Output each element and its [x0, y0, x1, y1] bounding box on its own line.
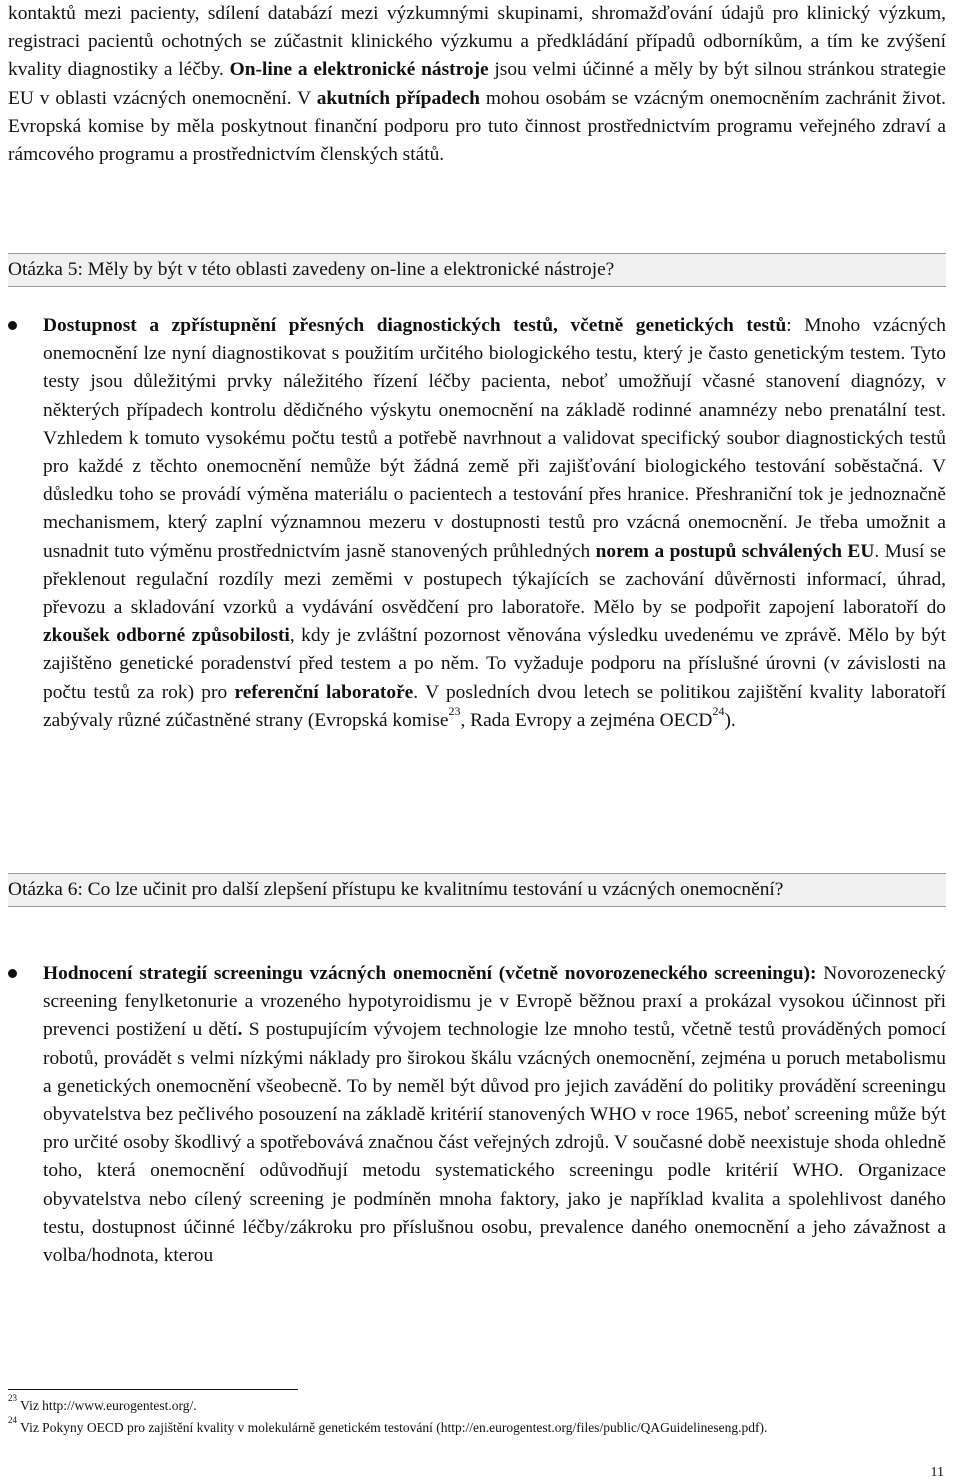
- footnotes: [8, 1392, 946, 1439]
- bullet2-bold-period: .: [237, 1019, 243, 1041]
- bullet-diagnostic-tests: [8, 312, 946, 735]
- intro-text-1: kontaktů mezi pacienty, sdílení databází mezi výzkumnými skupinami, shromažďování údajů pro klinický výzkum, registraci pacientů ochotných se zúčastnit klinického výzkumu a předkládání případů odborníkům, a tím ke zvýšení kvality diagnostiky a léčby.: [8, 3, 946, 81]
- footnote-23: [8, 1392, 946, 1417]
- footnote-text[interactable]: Viz http://www.eurogentest.org/.: [17, 1398, 197, 1413]
- bullet1-heading: Dostupnost a zpřístupnění přesných diagnostických testů, včetně genetických testů: [43, 315, 787, 336]
- page-number: 11: [930, 1465, 944, 1480]
- bullet1-bold-proficiency: zkoušek odborné způsobilosti: [43, 625, 290, 647]
- bullet2-heading: Hodnocení strategií screeningu vzácných onemocnění (včetně novorozeneckého screeningu):: [43, 963, 817, 984]
- footnote-separator: [8, 1389, 298, 1390]
- bullet1-text-6: ).: [724, 709, 736, 731]
- intro-text-3: mohou osobám se vzácným onemocněním zachránit život. Evropská komise by měla poskytnout finanční podporu pro tuto činnost prostřednictvím programu veřejného zdraví a rámcového programu a prostřednictvím členských států.: [8, 87, 947, 166]
- bullet1-text-3: , kdy je zvláštní pozornost věnována výsledku uvedenému ve zprávě. Mělo by být zajištěno genetické poradenství před testem a po něm. To vyžaduje podporu na příslušné úrovni (v závislosti na počtu testů za rok) pro: [43, 625, 946, 703]
- question-5-text: Otázka 5: Měly by být v této oblasti zavedeny on-line a elektronické nástroje?: [8, 259, 615, 280]
- bullet-diagnostic-tests-text: [43, 312, 946, 735]
- question-6-text: Otázka 6: Co lze učinit pro další zlepšení přístupu ke kvalitnímu testování u vzácných onemocnění?: [8, 879, 784, 900]
- bullet1-text-5: , Rada Evropy a zejména OECD: [460, 709, 713, 731]
- bullet1-text-2: . Musí se překlenout regulační rozdíly mezi zeměmi v postupech týkajících se zachování důvěrnosti informací, úhrad, převozu a skladování vzorků a vydávání osvědčení pro laboratoře. Mělo by se podpořit zapojení laboratoří do: [43, 540, 946, 619]
- intro-bold-online-tools: On-line a elektronické nástroje: [229, 59, 489, 81]
- footnote-number: 24: [8, 1414, 17, 1425]
- bullet-icon: [8, 969, 17, 978]
- footnote-text[interactable]: Viz Pokyny OECD pro zajištění kvality v molekulárně genetickém testování (http://en.eurogentest.org/files/public/QAGuidelineseng.pdf).: [17, 1420, 768, 1435]
- intro-bold-acute-cases: akutních případech: [316, 87, 480, 109]
- bullet1-text-1: : Mnoho vzácných onemocnění lze nyní diagnostikovat s použitím určitého biologického testu, který je často genetickým testem. Tyto testy jsou důležitými prvky náležitého řízení léčby pacienta, neboť umožňují včasné stanovení diagnózy, v některých případech kontrolu dědičného výskytu onemocnění na základě rodinné anamnézy nebo prenatální test. Vzhledem k tomuto vysokému počtu testů a potřebě navrhnout a validovat specifický soubor diagnostických testů pro každé z těchto onemocnění nemůže být žádná země při zajišťování biologického testování soběstačná. V důsledku toho se provádí výměna materiálu o pacientech a testování přes hranice. Přeshraniční tok je jednoznačně mechanismem, který zaplní významnou mezeru v dostupnosti testů pro vzácná onemocnění. Je třeba umožnit a usnadnit tuto výměnu prostřednictvím jasně stanovených průhledných: [43, 315, 947, 562]
- question-6-box: [8, 873, 946, 907]
- footnote-24: [8, 1414, 946, 1439]
- footnote-ref-23[interactable]: 23: [448, 704, 461, 719]
- bullet-icon: [8, 321, 17, 330]
- intro-text-2: jsou velmi účinné a měly by být silnou stránkou strategie EU v oblasti vzácných onemocnění. V: [8, 59, 947, 109]
- bullet1-bold-reference-labs: referenční laboratoře: [234, 681, 414, 703]
- intro-paragraph: [8, 0, 946, 169]
- bullet-screening-text: [43, 960, 946, 1270]
- bullet1-text-4: . V posledních dvou letech se politikou zajištění kvality laboratoří zabývaly různé zúčastněné strany (Evropská komise: [43, 681, 946, 731]
- footnote-number: 23: [8, 1392, 17, 1403]
- bullet2-text-2: S postupujícím vývojem technologie lze mnoho testů, včetně testů prováděných pomocí robotů, provádět s velmi nízkými náklady pro širokou škálu vzácných onemocnění, zejména u poruch metabolismu a genetických onemocnění všeobecně. To by neměl být důvod pro jejich zavádění do politiky provádění screeningu obyvatelstva bez pečlivého posouzení na základě kritérií stanovených WHO v roce 1965, neboť screening může být pro určité osoby škodlivý a spotřebovává značnou část veřejných zdrojů. V současné době neexistuje shoda ohledně toho, která onemocnění odůvodňují metodu systematického screeningu podle kritérií WHO. Organizace obyvatelstva nebo cílený screening je podmíněn mnoha faktory, jako je například kvalita a spolehlivost daného testu, dostupnost účinné léčby/zákroku pro příslušnou osobu, prevalence daného onemocnění a jeho závažnost a volba/hodnota, kterou: [43, 1019, 946, 1267]
- bullet-screening-strategies: [8, 960, 946, 1270]
- footnote-ref-24[interactable]: 24: [712, 704, 725, 719]
- bullet2-text-1: Novorozenecký screening fenylketonurie a vrozeného hypotyroidismu je v Evropě běžnou praxí a prokázal vysokou účinnost při prevenci postižení u dětí: [43, 963, 946, 1041]
- question-5-box: [8, 253, 946, 287]
- bullet1-bold-eu-norms: norem a postupů schválených EU: [595, 540, 875, 562]
